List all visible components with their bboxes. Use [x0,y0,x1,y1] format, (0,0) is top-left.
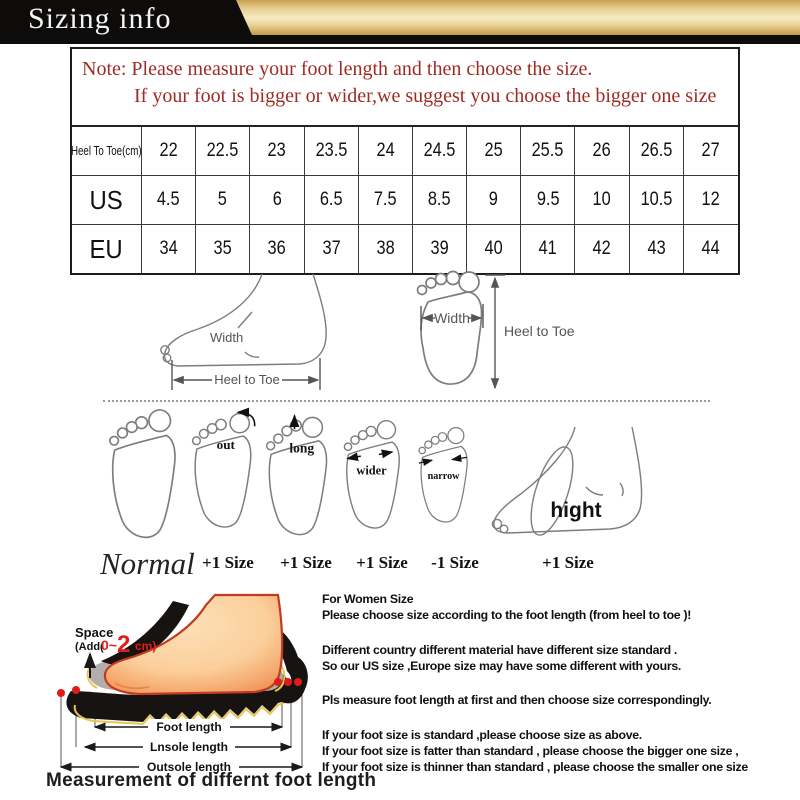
instruction-line: Different country different material have different size standard . [322,643,678,657]
size-table [70,47,740,275]
space-add-unit: cm) [135,639,157,653]
foot-wider-label: wider [356,463,387,478]
foot-narrow-icon [416,410,474,546]
table-cell: 22 [142,127,196,175]
sole-foot-icon [403,270,588,398]
size-change-hight: +1 Size [542,553,594,572]
note-line-1: Note: Please measure your foot length and then choose the size. [82,58,593,80]
dashed-divider [103,400,710,402]
table-cell: 7.5 [359,175,413,224]
bottom-caption: Measurement of differnt foot length [46,770,377,791]
foot-normal-label: Normal [100,546,195,581]
table-cell: 25 [467,127,521,175]
page-title: Sizing info [28,2,172,35]
side-width-label: Width [210,330,244,345]
table-cell: 5 [196,175,250,224]
table-cell: 39 [413,224,467,273]
table-cell: 34 [142,224,196,273]
note-box [72,49,738,127]
foot-length-measure [95,719,282,734]
red-dot [284,678,292,686]
table-cell: 37 [305,224,359,273]
girth-loop-icon [523,442,582,539]
table-cell: 42 [575,224,629,273]
instructions-block [322,591,800,775]
instruction-line: Pls measure foot length at first and then choose size correspondingly. [322,693,712,707]
instruction-line: Please choose size according to the foot length (from heel to toe )! [322,608,692,622]
size-change-long: +1 Size [280,553,332,572]
foot-wider-icon [341,414,407,542]
size-change-wider: +1 Size [356,553,408,572]
instruction-line: If your foot size is fatter than standard , please choose the bigger one size , [322,744,739,758]
table-cell: 36 [250,224,304,273]
red-dot [57,689,65,697]
table-cell: 40 [467,224,521,273]
row-header-eu: EU [72,224,142,273]
table-cell: 25.5 [521,127,575,175]
sole-length-label: Heel to Toe [504,323,575,339]
table-cell: 26 [575,127,629,175]
table-cell: 23.5 [305,127,359,175]
space-add-prefix: (Add( [75,641,104,653]
space-label: Space [75,625,114,640]
foot-long-label: long [289,440,315,456]
instruction-line: If your foot size is standard ,please choose size as above. [322,728,642,742]
foot-out-icon [189,406,259,542]
size-grid [72,127,738,273]
table-cell: 41 [521,224,575,273]
instruction-line: If your foot size is thinner than standard , please choose the smaller one size [322,760,748,774]
space-add-range: 0~ [101,637,117,653]
table-cell: 43 [630,224,684,273]
foot-length-label: Foot length [156,720,222,734]
insole-length-measure [85,739,291,754]
table-cell: 6 [250,175,304,224]
table-cell: 27 [684,127,738,175]
table-cell: 23 [250,127,304,175]
foot-out-label: out [216,437,235,453]
table-cell: 24.5 [413,127,467,175]
shoe-measurement-diagram [55,595,310,780]
instruction-line: So our US size ,Europe size may have some different with yours. [322,659,681,673]
row-header-us: US [72,175,142,224]
table-cell: 9 [467,175,521,224]
space-add-value: 2 [117,631,131,658]
outsole-length-label: Outsole length [147,760,231,774]
foot-normal-icon [104,407,186,549]
table-cell: 22.5 [196,127,250,175]
sole-width-label: Width [434,310,470,326]
table-cell: 8.5 [413,175,467,224]
table-cell: 24 [359,127,413,175]
foot-long-icon [263,408,335,552]
foot-narrow-label: narrow [427,471,460,483]
red-dot [274,678,282,686]
table-cell: 10.5 [630,175,684,224]
instruction-line: For Women Size [322,592,414,606]
table-cell: 4.5 [142,175,196,224]
red-dot [294,678,302,686]
table-cell: 6.5 [305,175,359,224]
table-cell: 38 [359,224,413,273]
red-dot [72,686,80,694]
side-length-label: Heel to Toe [214,372,280,387]
size-change-narrow: -1 Size [431,553,479,572]
note-line-2: If your foot is bigger or wider,we suggest you choose the bigger one size [134,85,717,107]
header-bar [0,0,800,44]
size-change-out: +1 Size [202,553,254,572]
table-cell: 35 [196,224,250,273]
insole-length-label: Lnsole length [150,740,228,754]
table-cell: 26.5 [630,127,684,175]
table-cell: 9.5 [521,175,575,224]
foot-hight-icon [480,425,652,557]
side-foot-icon [150,272,370,397]
table-cell: 10 [575,175,629,224]
foot-hight-label: hight [550,499,602,522]
table-cell: 12 [684,175,738,224]
row-header-heel: Heel To Toe(cm) [72,127,142,175]
gold-ribbon [222,0,800,35]
table-cell: 44 [684,224,738,273]
